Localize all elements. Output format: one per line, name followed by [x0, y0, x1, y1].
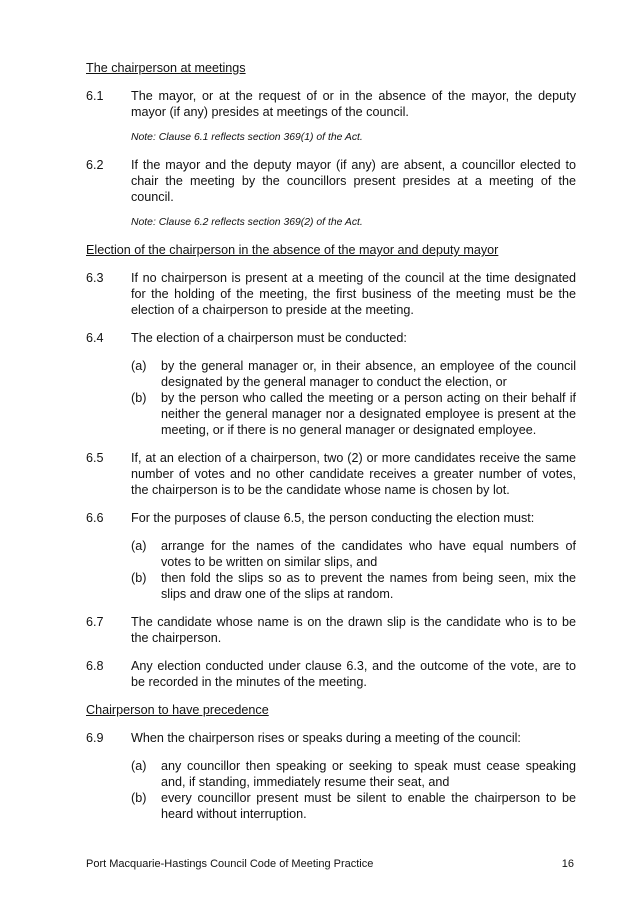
clause-note: Note: Clause 6.1 reflects section 369(1) of the Act.	[131, 132, 363, 143]
sub-clause-label: (b)	[131, 791, 147, 805]
clause-6-3	[86, 270, 576, 318]
sub-clause	[131, 390, 576, 438]
clause-text: The mayor, or at the request of or in the absence of the mayor, the deputy mayor (if any) presides at meetings of the council.	[131, 89, 576, 119]
sub-clause-text: by the general manager or, in their absence, an employee of the council designated by the general manager to conduct the election, or	[161, 359, 576, 389]
sub-clause-text: arrange for the names of the candidates who have equal numbers of votes to be written on similar slips, and	[161, 539, 576, 569]
section-heading: Election of the chairperson in the absence of the mayor and deputy mayor	[86, 243, 499, 257]
clause-number: 6.3	[86, 271, 104, 285]
clause-6-6	[86, 510, 576, 602]
clause-6-5	[86, 450, 576, 498]
clause-text: The candidate whose name is on the drawn slip is the candidate who is to be the chairperson.	[131, 615, 576, 645]
sub-clause-list	[131, 358, 576, 438]
document-body	[86, 60, 576, 834]
section-heading: The chairperson at meetings	[86, 61, 246, 75]
footer-document-title: Port Macquarie-Hastings Council Code of Meeting Practice	[86, 858, 374, 870]
clause-number: 6.2	[86, 158, 104, 172]
sub-clause-label: (a)	[131, 539, 147, 553]
sub-clause	[131, 758, 576, 790]
clause-number: 6.8	[86, 659, 104, 673]
sub-clause-list	[131, 758, 576, 822]
clause-text: If, at an election of a chairperson, two (2) or more candidates receive the same number of votes and no other candidate receives a greater number of votes, the chairperson is to be the candidate whose name is chosen by lot.	[131, 451, 576, 497]
clause-number: 6.9	[86, 731, 104, 745]
section-heading: Chairperson to have precedence	[86, 703, 269, 717]
clause-text: For the purposes of clause 6.5, the person conducting the election must:	[131, 511, 535, 525]
clause-6-4	[86, 330, 576, 438]
sub-clause-label: (b)	[131, 571, 147, 585]
clause-6-2	[86, 157, 576, 230]
clause-number: 6.5	[86, 451, 104, 465]
sub-clause-text: any councillor then speaking or seeking to speak must cease speaking and, if standing, immediately resume their seat, and	[161, 759, 576, 789]
sub-clause-list	[131, 538, 576, 602]
sub-clause	[131, 790, 576, 822]
clause-number: 6.6	[86, 511, 104, 525]
clause-text: If no chairperson is present at a meeting of the council at the time designated for the holding of the meeting, the first business of the meeting must be the election of a chairperson to preside at the meeting.	[131, 271, 576, 317]
page-number: 16	[561, 858, 574, 870]
sub-clause-text: every councillor present must be silent to enable the chairperson to be heard without interruption.	[161, 791, 576, 821]
sub-clause-label: (a)	[131, 759, 147, 773]
clause-note: Note: Clause 6.2 reflects section 369(2) of the Act.	[131, 217, 363, 228]
clause-number: 6.4	[86, 331, 104, 345]
clause-6-9	[86, 730, 576, 822]
clause-text: Any election conducted under clause 6.3, and the outcome of the vote, are to be recorded in the minutes of the meeting.	[131, 659, 576, 689]
page-footer	[86, 856, 574, 872]
clause-number: 6.7	[86, 615, 104, 629]
sub-clause-label: (a)	[131, 359, 147, 373]
sub-clause	[131, 358, 576, 390]
clause-text: If the mayor and the deputy mayor (if any) are absent, a councillor elected to chair the meeting by the councillors present presides at a meeting of the council.	[131, 158, 576, 204]
clause-text: The election of a chairperson must be conducted:	[131, 331, 407, 345]
clause-6-1	[86, 88, 576, 145]
sub-clause-label: (b)	[131, 391, 147, 405]
clause-6-7	[86, 614, 576, 646]
clause-text: When the chairperson rises or speaks during a meeting of the council:	[131, 731, 521, 745]
clause-number: 6.1	[86, 89, 104, 103]
clause-6-8	[86, 658, 576, 690]
sub-clause	[131, 538, 576, 570]
sub-clause-text: then fold the slips so as to prevent the names from being seen, mix the slips and draw one of the slips at random.	[161, 571, 576, 601]
sub-clause	[131, 570, 576, 602]
sub-clause-text: by the person who called the meeting or a person acting on their behalf if neither the general manager nor a designated employee is present at the meeting, or if there is no general manager or designated employee.	[161, 391, 576, 437]
